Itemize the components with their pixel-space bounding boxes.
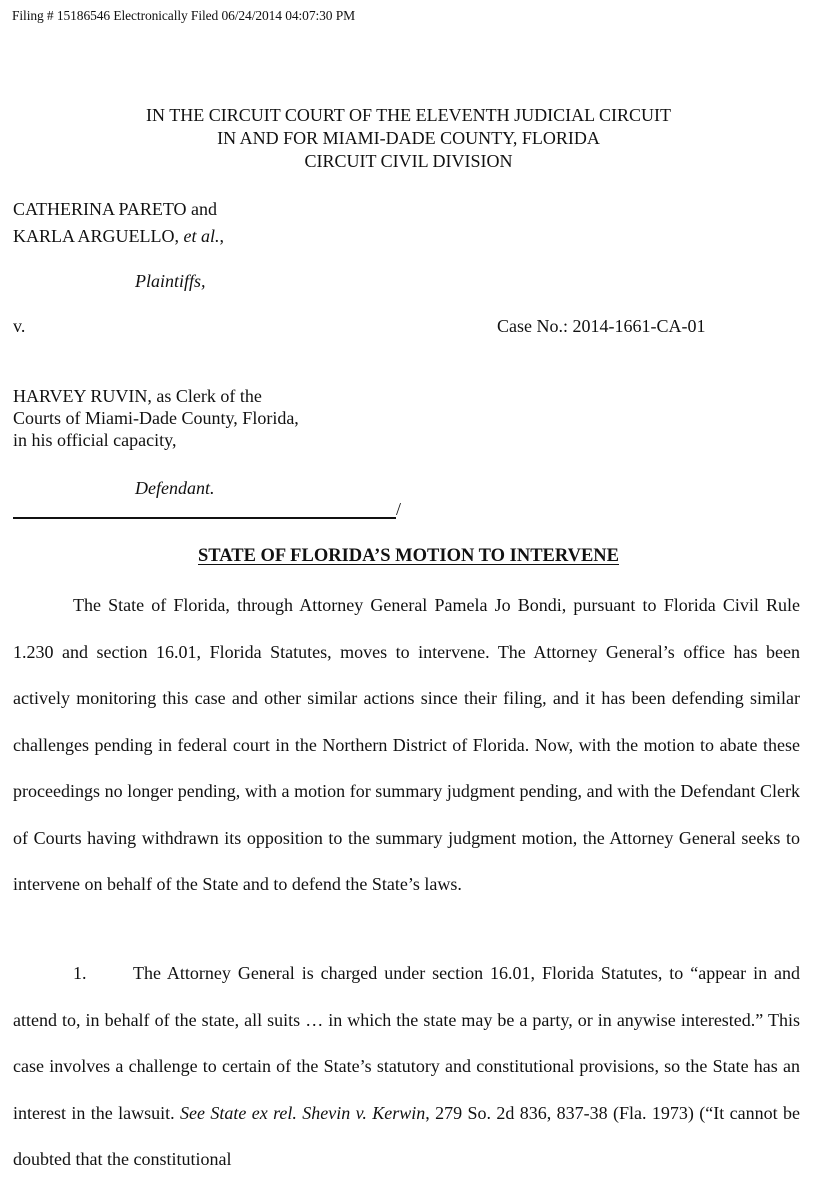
court-header-line-1: IN THE CIRCUIT COURT OF THE ELEVENTH JUDICIAL CIRCUIT xyxy=(146,105,671,125)
court-header-line-3: CIRCUIT CIVIL DIVISION xyxy=(304,151,513,171)
defendant-role: Defendant. xyxy=(135,478,215,498)
case-number: Case No.: 2014-1661-CA-01 xyxy=(497,316,706,336)
plaintiff-role: Plaintiffs, xyxy=(135,271,206,291)
versus-text: v. xyxy=(13,316,26,336)
paragraph-1 xyxy=(13,950,800,1183)
paragraph-number: 1. xyxy=(73,963,87,983)
plaintiff-name-text: KARLA ARGUELLO, xyxy=(13,226,184,246)
defendant-name-line-3: in his official capacity, xyxy=(13,430,177,450)
et-al-text: et al. xyxy=(183,226,220,246)
plaintiff-name-comma: , xyxy=(219,226,224,246)
citation-case-name: See State ex rel. Shevin v. Kerwin xyxy=(180,1102,426,1123)
motion-title xyxy=(0,546,817,567)
motion-title-text: STATE OF FLORIDA’S MOTION TO INTERVENE xyxy=(198,546,619,566)
citation-reference: , 279 So. 2d 836, 837-38 (Fla. 1973) (“It cannot be doubted that the constitutional xyxy=(13,1102,800,1169)
defendant-name-line-2: Courts of Miami-Dade County, Florida, xyxy=(13,408,299,428)
caption-divider-slash: / xyxy=(396,499,402,519)
paragraph-intro xyxy=(13,582,800,908)
plaintiff-name-line-1: CATHERINA PARETO and xyxy=(13,199,218,219)
paragraph-intro-text: The State of Florida, through Attorney General Pamela Jo Bondi, pursuant to Florida Civil Rule 1.230 and section 16.01, Florida Statutes, moves to intervene. The Attorney General’s office has been actively monitoring this case and other similar actions since their filing, and it has been defending similar challenges pending in federal court in the Northern District of Florida. Now, with the motion to abate these proceedings no longer pending, with a motion for summary judgment pending, and with the Defendant Clerk of Courts having withdrawn its opposition to the summary judgment motion, the Attorney General seeks to intervene on behalf of the State and to defend the State’s laws. xyxy=(13,595,800,894)
caption-divider-line xyxy=(13,517,396,519)
filing-stamp: Filing # 15186546 Electronically Filed 06/24/2014 04:07:30 PM xyxy=(12,8,356,23)
paragraph-1-text: The Attorney General is charged under section 16.01, Florida Statutes, to “appear in and attend to, in behalf of the state, all suits … in which the state may be a party, or in anywise interested.” This case involves a challenge to certain of the State’s statutory and constitutional provisions, so the State has an interest in the lawsuit. xyxy=(13,963,800,1123)
court-header xyxy=(0,104,817,173)
plaintiff-name-line-2 xyxy=(13,226,224,247)
defendant-name-line-1: HARVEY RUVIN, as Clerk of the xyxy=(13,386,262,406)
court-header-line-2: IN AND FOR MIAMI-DADE COUNTY, FLORIDA xyxy=(217,128,600,148)
